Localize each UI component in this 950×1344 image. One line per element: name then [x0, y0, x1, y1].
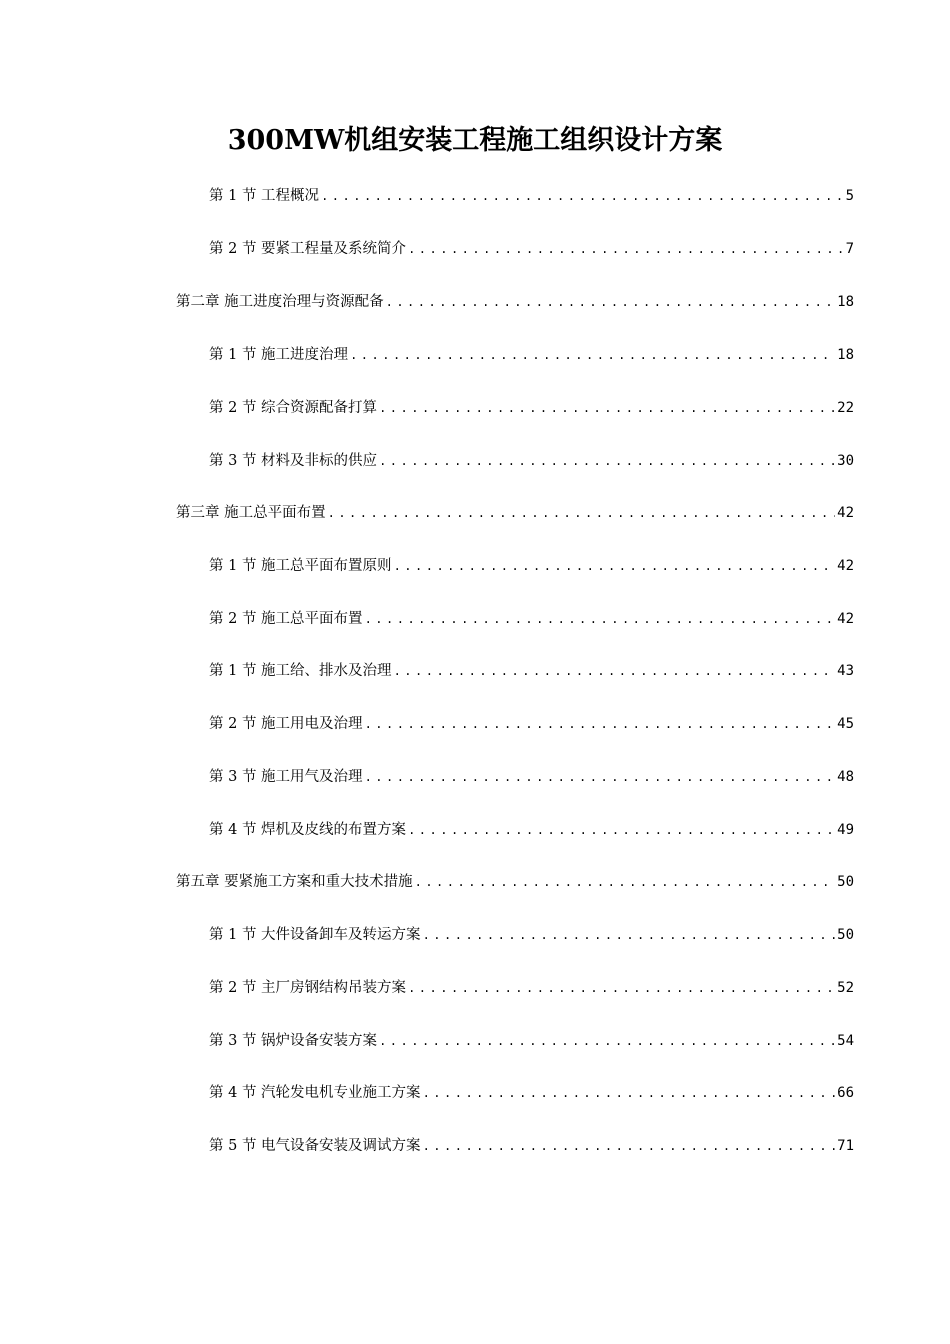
toc-entry-label: 第 1 节 施工进度治理: [209, 347, 349, 363]
toc-chapter-entry[interactable]: [176, 502, 854, 524]
toc-leader-dots: [415, 871, 836, 893]
toc-entry[interactable]: [209, 185, 854, 207]
toc-leader-dots: [394, 555, 836, 577]
toc-entry-page: 50: [837, 927, 854, 943]
toc-leader-dots: [328, 502, 836, 524]
toc-entry-label: 第 5 节 电气设备安装及调试方案: [209, 1138, 421, 1154]
toc-entry-page: 71: [837, 1138, 854, 1154]
toc-entry-page: 18: [837, 347, 854, 363]
toc-entry[interactable]: [209, 1030, 854, 1052]
toc-chapter-entry[interactable]: [176, 291, 854, 313]
toc-entry-label: 第五章 要紧施工方案和重大技术措施: [176, 874, 413, 890]
toc-entry-label: 第 4 节 汽轮发电机专业施工方案: [209, 1085, 421, 1101]
toc-entry[interactable]: [209, 608, 854, 630]
toc-entry[interactable]: [209, 238, 854, 260]
toc-entry-page: 18: [837, 294, 854, 310]
toc-entry-label: 第三章 施工总平面布置: [176, 505, 326, 521]
toc-leader-dots: [365, 608, 836, 630]
toc-leader-dots: [423, 924, 836, 946]
toc-entry[interactable]: [209, 1082, 854, 1104]
toc-entry-label: 第 2 节 要紧工程量及系统简介: [209, 241, 407, 257]
toc-leader-dots: [379, 450, 835, 472]
toc-leader-dots: [379, 1030, 835, 1052]
toc-entry-page: 7: [845, 241, 854, 257]
toc-entry[interactable]: [209, 713, 854, 735]
toc-leader-dots: [408, 819, 835, 841]
toc-leader-dots: [408, 977, 835, 999]
toc-entry-page: 54: [837, 1033, 854, 1049]
document-title: 300MW机组安装工程施工组织设计方案: [227, 125, 723, 156]
toc-entry[interactable]: [209, 766, 854, 788]
toc-entry-page: 52: [837, 980, 854, 996]
toc-leader-dots: [365, 766, 836, 788]
toc-entry-label: 第 2 节 综合资源配备打算: [209, 400, 378, 416]
toc-entry-page: 50: [837, 874, 854, 890]
toc-entry-label: 第 3 节 锅炉设备安装方案: [209, 1033, 378, 1049]
toc-entry[interactable]: [209, 924, 854, 946]
toc-entry[interactable]: [209, 397, 854, 419]
toc-leader-dots: [408, 238, 844, 260]
toc-entry[interactable]: [209, 450, 854, 472]
toc-leader-dots: [386, 291, 836, 313]
toc-entry-page: 30: [837, 453, 854, 469]
toc-leader-dots: [394, 660, 836, 682]
toc-entry-page: 42: [837, 558, 854, 574]
toc-entry-label: 第 4 节 焊机及皮线的布置方案: [209, 822, 407, 838]
toc-entry-page: 48: [837, 769, 854, 785]
toc-entry-label: 第 3 节 材料及非标的供应: [209, 453, 378, 469]
toc-leader-dots: [423, 1135, 836, 1157]
toc-entry-page: 5: [845, 188, 854, 204]
toc-entry-label: 第二章 施工进度治理与资源配备: [176, 294, 384, 310]
toc-leader-dots: [365, 713, 836, 735]
toc-entry-page: 43: [837, 663, 854, 679]
toc-entry-page: 42: [837, 611, 854, 627]
toc-entry-label: 第 1 节 施工总平面布置原则: [209, 558, 392, 574]
toc-entry-label: 第 3 节 施工用气及治理: [209, 769, 363, 785]
toc-leader-dots: [350, 344, 835, 366]
toc-leader-dots: [423, 1082, 836, 1104]
toc-chapter-entry[interactable]: [176, 871, 854, 893]
toc-entry-page: 49: [837, 822, 854, 838]
toc-entry[interactable]: [209, 344, 854, 366]
toc-leader-dots: [379, 397, 835, 419]
toc-leader-dots: [321, 185, 844, 207]
toc-entry-label: 第 2 节 施工总平面布置: [209, 611, 363, 627]
toc-entry-label: 第 1 节 施工给、排水及治理: [209, 663, 392, 679]
toc-entry-page: 66: [837, 1085, 854, 1101]
toc-entry-page: 22: [837, 400, 854, 416]
toc-entry-label: 第 1 节 大件设备卸车及转运方案: [209, 927, 421, 943]
toc-entry[interactable]: [209, 819, 854, 841]
toc-entry[interactable]: [209, 1135, 854, 1157]
toc-entry[interactable]: [209, 977, 854, 999]
toc-entry-label: 第 2 节 施工用电及治理: [209, 716, 363, 732]
toc-entry[interactable]: [209, 660, 854, 682]
toc-entry-label: 第 2 节 主厂房钢结构吊装方案: [209, 980, 407, 996]
toc-entry-page: 42: [837, 505, 854, 521]
toc-entry[interactable]: [209, 555, 854, 577]
toc-entry-page: 45: [837, 716, 854, 732]
toc-entry-label: 第 1 节 工程概况: [209, 188, 320, 204]
